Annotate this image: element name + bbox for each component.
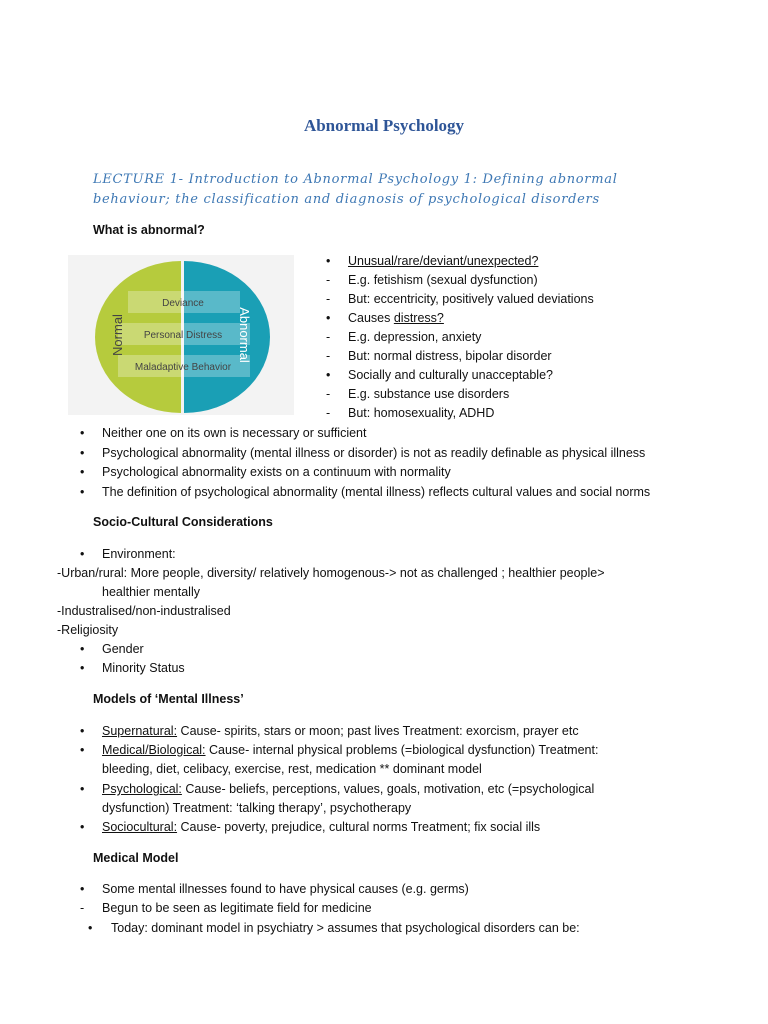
section-heading-socio-cultural: Socio-Cultural Considerations bbox=[93, 515, 273, 529]
dash-marker: - bbox=[326, 349, 331, 363]
criterion-socially-unacceptable: Socially and culturally unacceptable? bbox=[348, 368, 553, 382]
model-text: Cause- spirits, stars or moon; past lives Treatment: exorcism, prayer etc bbox=[177, 724, 579, 738]
bullet-marker: • bbox=[80, 465, 85, 479]
point-text: Neither one on its own is necessary or sufficient bbox=[102, 426, 367, 440]
model-label: Psychological: bbox=[102, 782, 182, 796]
point-text: The definition of psychological abnormality (mental illness) reflects cultural values and social norms bbox=[102, 485, 651, 499]
bullet-marker: • bbox=[80, 782, 85, 796]
industrialised-line: -Industralised/non-industralised bbox=[57, 604, 231, 618]
lecture-subtitle-line-1: LECTURE 1- Introduction to Abnormal Psychology 1: Defining abnormal bbox=[93, 172, 618, 187]
dash-marker: - bbox=[326, 292, 331, 306]
urban-rural-line-2: healthier mentally bbox=[102, 585, 200, 599]
point-text: Psychological abnormality (mental illness or disorder) is not as readily definable as physical illness bbox=[102, 446, 646, 460]
model-medical-line-2: bleeding, diet, celibacy, exercise, rest, medication ** dominant model bbox=[102, 762, 482, 776]
model-supernatural bbox=[102, 724, 579, 738]
model-medical bbox=[102, 743, 598, 757]
bullet-marker: • bbox=[80, 426, 85, 440]
minority-text: Minority Status bbox=[102, 661, 185, 675]
lecture-subtitle-line-2: behaviour; the classification and diagnosis of psychological disorders bbox=[93, 192, 600, 207]
diagram-row-maladaptive-behavior: Maladaptive Behavior bbox=[134, 362, 232, 373]
gender-text: Gender bbox=[102, 642, 144, 656]
criterion-text: E.g. fetishism (sexual dysfunction) bbox=[348, 273, 538, 287]
diagram-abnormal-label: Abnormal bbox=[237, 307, 252, 363]
bullet-marker: • bbox=[326, 254, 331, 268]
model-text: Cause- internal physical problems (=biological dysfunction) Treatment: bbox=[205, 743, 599, 757]
criterion-unusual: Unusual/rare/deviant/unexpected? bbox=[348, 254, 539, 268]
criterion-text: But: homosexuality, ADHD bbox=[348, 406, 495, 420]
dash-marker: - bbox=[326, 406, 331, 420]
diagram-row-personal-distress: Personal Distress bbox=[143, 330, 223, 341]
medical-model-item: Some mental illnesses found to have physical causes (e.g. germs) bbox=[102, 882, 469, 896]
bullet-marker: • bbox=[80, 882, 85, 896]
bullet-marker: • bbox=[80, 547, 85, 561]
bullet-marker: • bbox=[326, 368, 331, 382]
section-heading-models: Models of ‘Mental Illness’ bbox=[93, 692, 244, 706]
criterion-text: E.g. depression, anxiety bbox=[348, 330, 482, 344]
bullet-marker: • bbox=[326, 311, 331, 325]
document-title: Abnormal Psychology bbox=[303, 116, 465, 135]
criterion-text: But: normal distress, bipolar disorder bbox=[348, 349, 552, 363]
model-label: Sociocultural: bbox=[102, 820, 178, 834]
environment-text: Environment: bbox=[102, 547, 176, 561]
religiosity-line: -Religiosity bbox=[57, 623, 119, 637]
bullet-marker: • bbox=[80, 661, 85, 675]
bullet-marker: • bbox=[80, 820, 85, 834]
model-text: Cause- beliefs, perceptions, values, goals, motivation, etc (=psychological bbox=[181, 782, 595, 796]
model-sociocultural bbox=[102, 820, 540, 834]
diagram-row-deviance: Deviance bbox=[162, 298, 204, 309]
bullet-marker: • bbox=[80, 724, 85, 738]
urban-rural-line-1: -Urban/rural: More people, diversity/ relatively homogenous-> not as challenged ; healthier people> bbox=[57, 566, 605, 580]
bullet-marker: • bbox=[80, 446, 85, 460]
model-label: Medical/Biological: bbox=[102, 743, 206, 757]
bullet-marker: • bbox=[80, 485, 85, 499]
criterion-text: E.g. substance use disorders bbox=[348, 387, 510, 401]
diagram-normal-label: Normal bbox=[110, 314, 125, 356]
model-psychological bbox=[102, 782, 594, 796]
dash-marker: - bbox=[326, 273, 331, 287]
dash-marker: - bbox=[326, 387, 331, 401]
model-psychological-line-2: dysfunction) Treatment: ‘talking therapy’, psychotherapy bbox=[102, 801, 412, 815]
medical-model-item: Today: dominant model in psychiatry > assumes that psychological disorders can be: bbox=[111, 921, 580, 935]
section-heading-medical-model: Medical Model bbox=[93, 851, 179, 865]
dash-marker: - bbox=[80, 901, 85, 915]
criterion-text: But: eccentricity, positively valued deviations bbox=[348, 292, 594, 306]
bullet-marker: • bbox=[88, 921, 93, 935]
section-heading-what-is-abnormal: What is abnormal? bbox=[93, 223, 205, 237]
criterion-prefix: Causes bbox=[348, 311, 394, 325]
criterion-underlined: distress? bbox=[393, 311, 444, 325]
model-text: Cause- poverty, prejudice, cultural norms Treatment; fix social ills bbox=[177, 820, 541, 834]
medical-model-item: Begun to be seen as legitimate field for medicine bbox=[102, 901, 372, 915]
bullet-marker: • bbox=[80, 642, 85, 656]
bullet-marker: • bbox=[80, 743, 85, 757]
criterion-causes-distress bbox=[348, 311, 444, 325]
model-label: Supernatural: bbox=[102, 724, 178, 738]
lecture-subtitle bbox=[93, 170, 693, 210]
dash-marker: - bbox=[326, 330, 331, 344]
normal-abnormal-diagram bbox=[68, 255, 294, 415]
point-text: Psychological abnormality exists on a continuum with normality bbox=[102, 465, 451, 479]
